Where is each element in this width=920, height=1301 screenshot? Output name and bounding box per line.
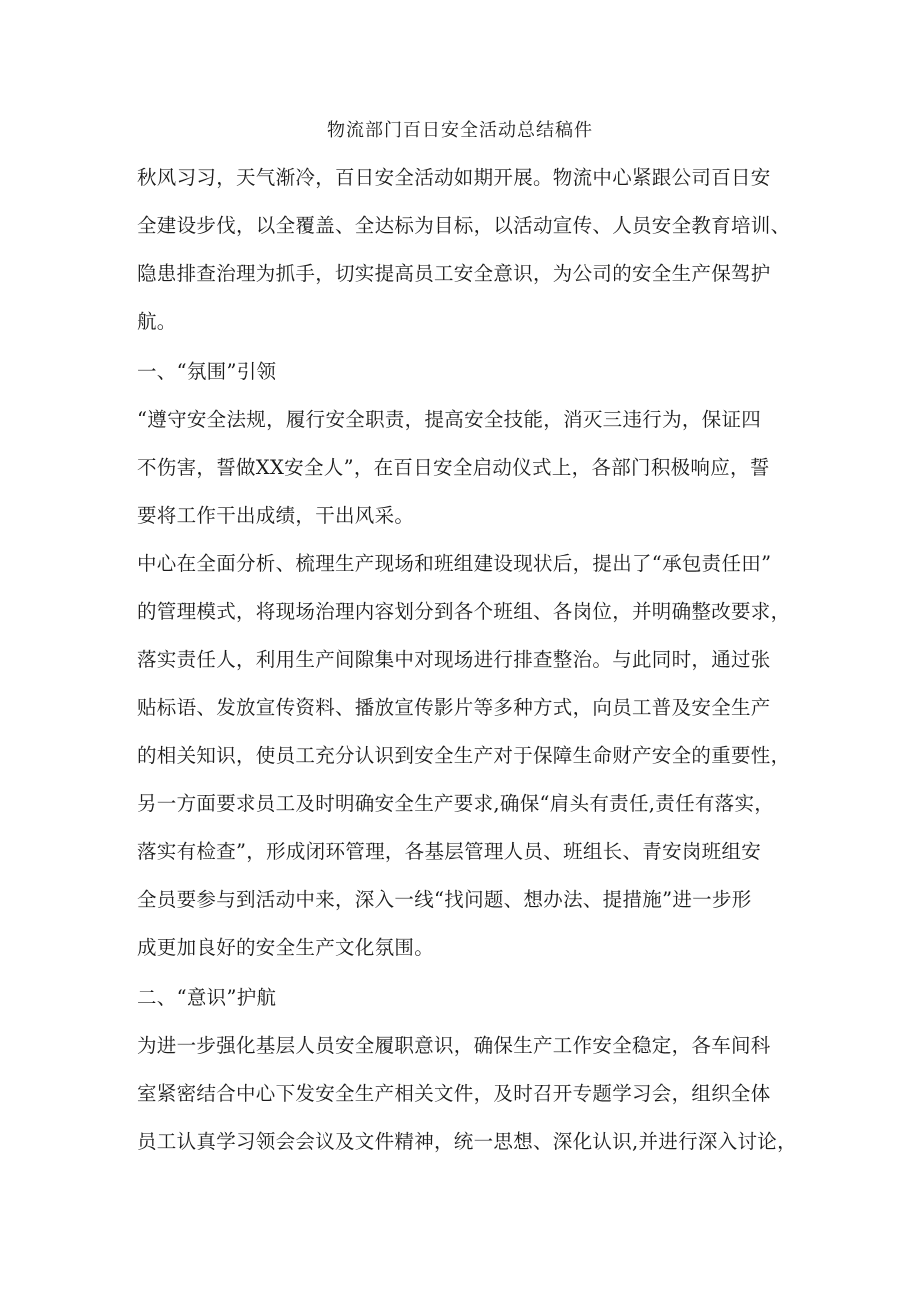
text-line: 贴标语、发放宣传资料、播放宣传影片等多种方式，向员工普及安全生产	[137, 696, 771, 719]
text-line: 航。	[137, 310, 177, 333]
text-line: 员工认真学习领会会议及文件精神，统一思想、深化认识,并进行深入讨论，	[137, 1130, 797, 1153]
text-line: 室紧密结合中心下发安全生产相关文件，及时召开专题学习会，组织全体	[137, 1082, 771, 1105]
text-line: 不伤害，誓做XX安全人”，在百日安全启动仪式上，各部门积极响应，誓	[137, 456, 770, 479]
text-line: 为进一步强化基层人员安全履职意识，确保生产工作安全稳定，各车间科	[137, 1034, 771, 1057]
text-line: 落实有检查”，形成闭环管理，各基层管理人员、班组长、青安岗班组安	[137, 840, 762, 863]
text-line: 中心在全面分析、梳理生产现场和班组建设现状后，提出了“承包责任田”	[137, 552, 772, 575]
text-line: 的相关知识，使员工充分认识到安全生产对于保障生命财产安全的重要性，	[137, 744, 791, 767]
text-line: “遵守安全法规，履行安全职责，提高安全技能，消灭三违行为，保证四	[137, 408, 762, 431]
text-line: 成更加良好的安全生产文化氛围。	[137, 936, 435, 959]
text-line: 落实责任人，利用生产间隙集中对现场进行排查整治。与此同时，通过张	[137, 648, 771, 671]
text-line: 要将工作干出成绩，干出风采。	[137, 504, 415, 527]
text-line: 秋风习习，天气渐冷，百日安全活动如期开展。物流中心紧跟公司百日安	[137, 166, 771, 189]
document-title: 物流部门百日安全活动总结稿件	[327, 120, 593, 141]
text-line: 全员要参与到活动中来，深入一线“找问题、想办法、提措施”进一步形	[137, 888, 752, 911]
text-line: 的管理模式，将现场治理内容划分到各个班组、各岗位，并明确整改要求，	[137, 600, 791, 623]
section-heading-1: 一、“氛围”引领	[137, 360, 277, 383]
text-line: 另一方面要求员工及时明确安全生产要求,确保“肩头有责任,责任有落实，	[137, 792, 775, 815]
text-line: 全建设步伐，以全覆盖、全达标为目标，以活动宣传、人员安全教育培训、	[137, 214, 791, 237]
section-heading-2: 二、“意识”护航	[137, 986, 277, 1009]
text-line: 隐患排查治理为抓手，切实提高员工安全意识，为公司的安全生产保驾护	[137, 262, 771, 285]
